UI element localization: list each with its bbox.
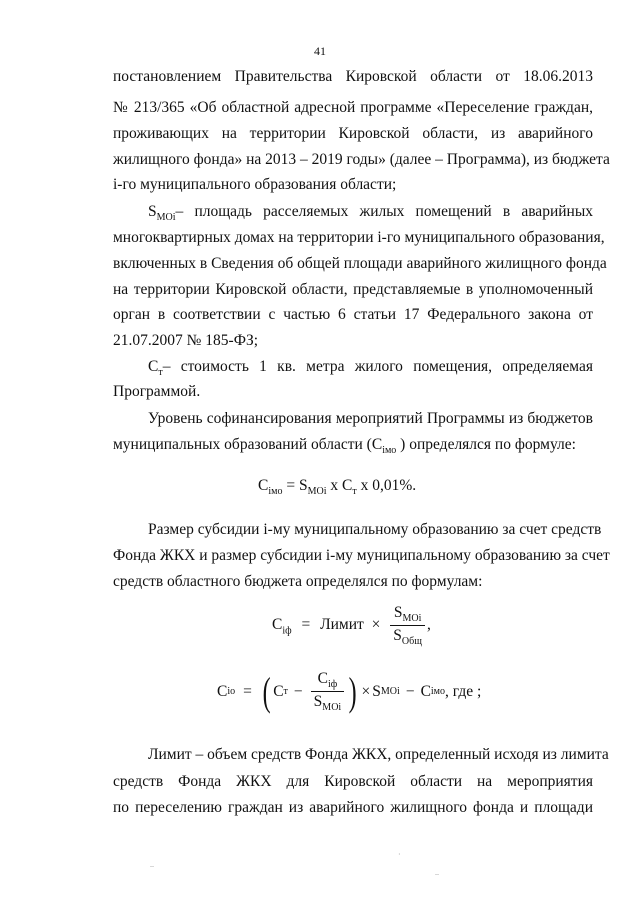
text-line: Уровень софинансирования мероприятий Программы из бюджетов — [148, 410, 593, 427]
text-line: по переселению граждан из аварийного жилищного фонда и площади — [113, 799, 593, 816]
text-line: жилищного фонда» на 2013 – 2019 годы» (далее – Программа), из бюджета — [113, 151, 610, 168]
symbol-smoi: $S_{МОi}$ — [148, 203, 176, 224]
formula-subsidy-budget: С io = ( С т − $\frac{С_{iф}}{S_{МОi}}$ ) × S МОi − С iмо , где ; — [217, 668, 482, 714]
text-line: № 213/365 «Об областной адресной программе «Переселение граждан, — [113, 99, 593, 116]
text-line: 21.07.2007 № 185-ФЗ; — [113, 332, 259, 349]
text-line: Фонда ЖКХ и размер субсидии i-му муниципальному образованию за счет — [113, 547, 610, 564]
fraction: $\frac{С_{iф}}{S_{МОi}}$ — [311, 670, 345, 713]
text-line-cimo: муниципальных образований области ($С_{iмо}$ ) определялся по формуле: — [113, 436, 576, 457]
fraction: $\frac{S_{МОi}}{S_{Общ}}$ — [390, 604, 425, 647]
text-line: включенных в Сведения об общей площади аварийного жилищного фонда — [113, 255, 607, 272]
text-line: на территории Кировской области, представляемые в уполномоченный — [113, 281, 593, 298]
scan-speck: .. — [435, 868, 439, 877]
definition-smoi — [148, 202, 593, 228]
text-line: постановлением Правительства Кировской области от 18.06.2013 — [113, 68, 593, 85]
text-line: – площадь расселяемых жилых помещений в аварийных — [175, 203, 593, 220]
page-number: 41 — [314, 44, 326, 58]
text-line: средств областного бюджета определялся по формулам: — [113, 573, 483, 590]
text-line: орган в соответствии с частью 6 статьи 17 Федерального закона от — [113, 306, 593, 323]
formula-subsidy-fund: $С_{iф}$ = Лимит × $\frac{S_{МОi}}{S_{Общ}}$ , — [272, 604, 431, 648]
definition-ct — [148, 357, 593, 383]
scan-speck: .. — [150, 860, 154, 869]
text-line: средств Фонда ЖКХ для Кировской области на мероприятия — [113, 773, 593, 790]
text-line: Размер субсидии i-му муниципальному образованию за счет средств — [148, 521, 602, 538]
text-line: Программой. — [113, 383, 201, 400]
text-line: многоквартирных домах на территории i-го муниципального образования, — [113, 229, 605, 246]
formula-cofinancing: $С_{iмо} = S_{МОi}$ х $С_т$ х 0,01%. — [258, 477, 417, 498]
text-line: i-го муниципального образования области; — [113, 176, 397, 193]
text-line: – стоимость 1 кв. метра жилого помещения, определяемая — [162, 358, 593, 375]
text-line: Лимит – объем средств Фонда ЖКХ, определенный исходя из лимита — [148, 746, 609, 763]
text-line: проживающих на территории Кировской области, из аварийного — [113, 125, 593, 142]
scan-speck: · — [398, 850, 401, 859]
symbol-ct: $С_т$ — [148, 358, 163, 379]
